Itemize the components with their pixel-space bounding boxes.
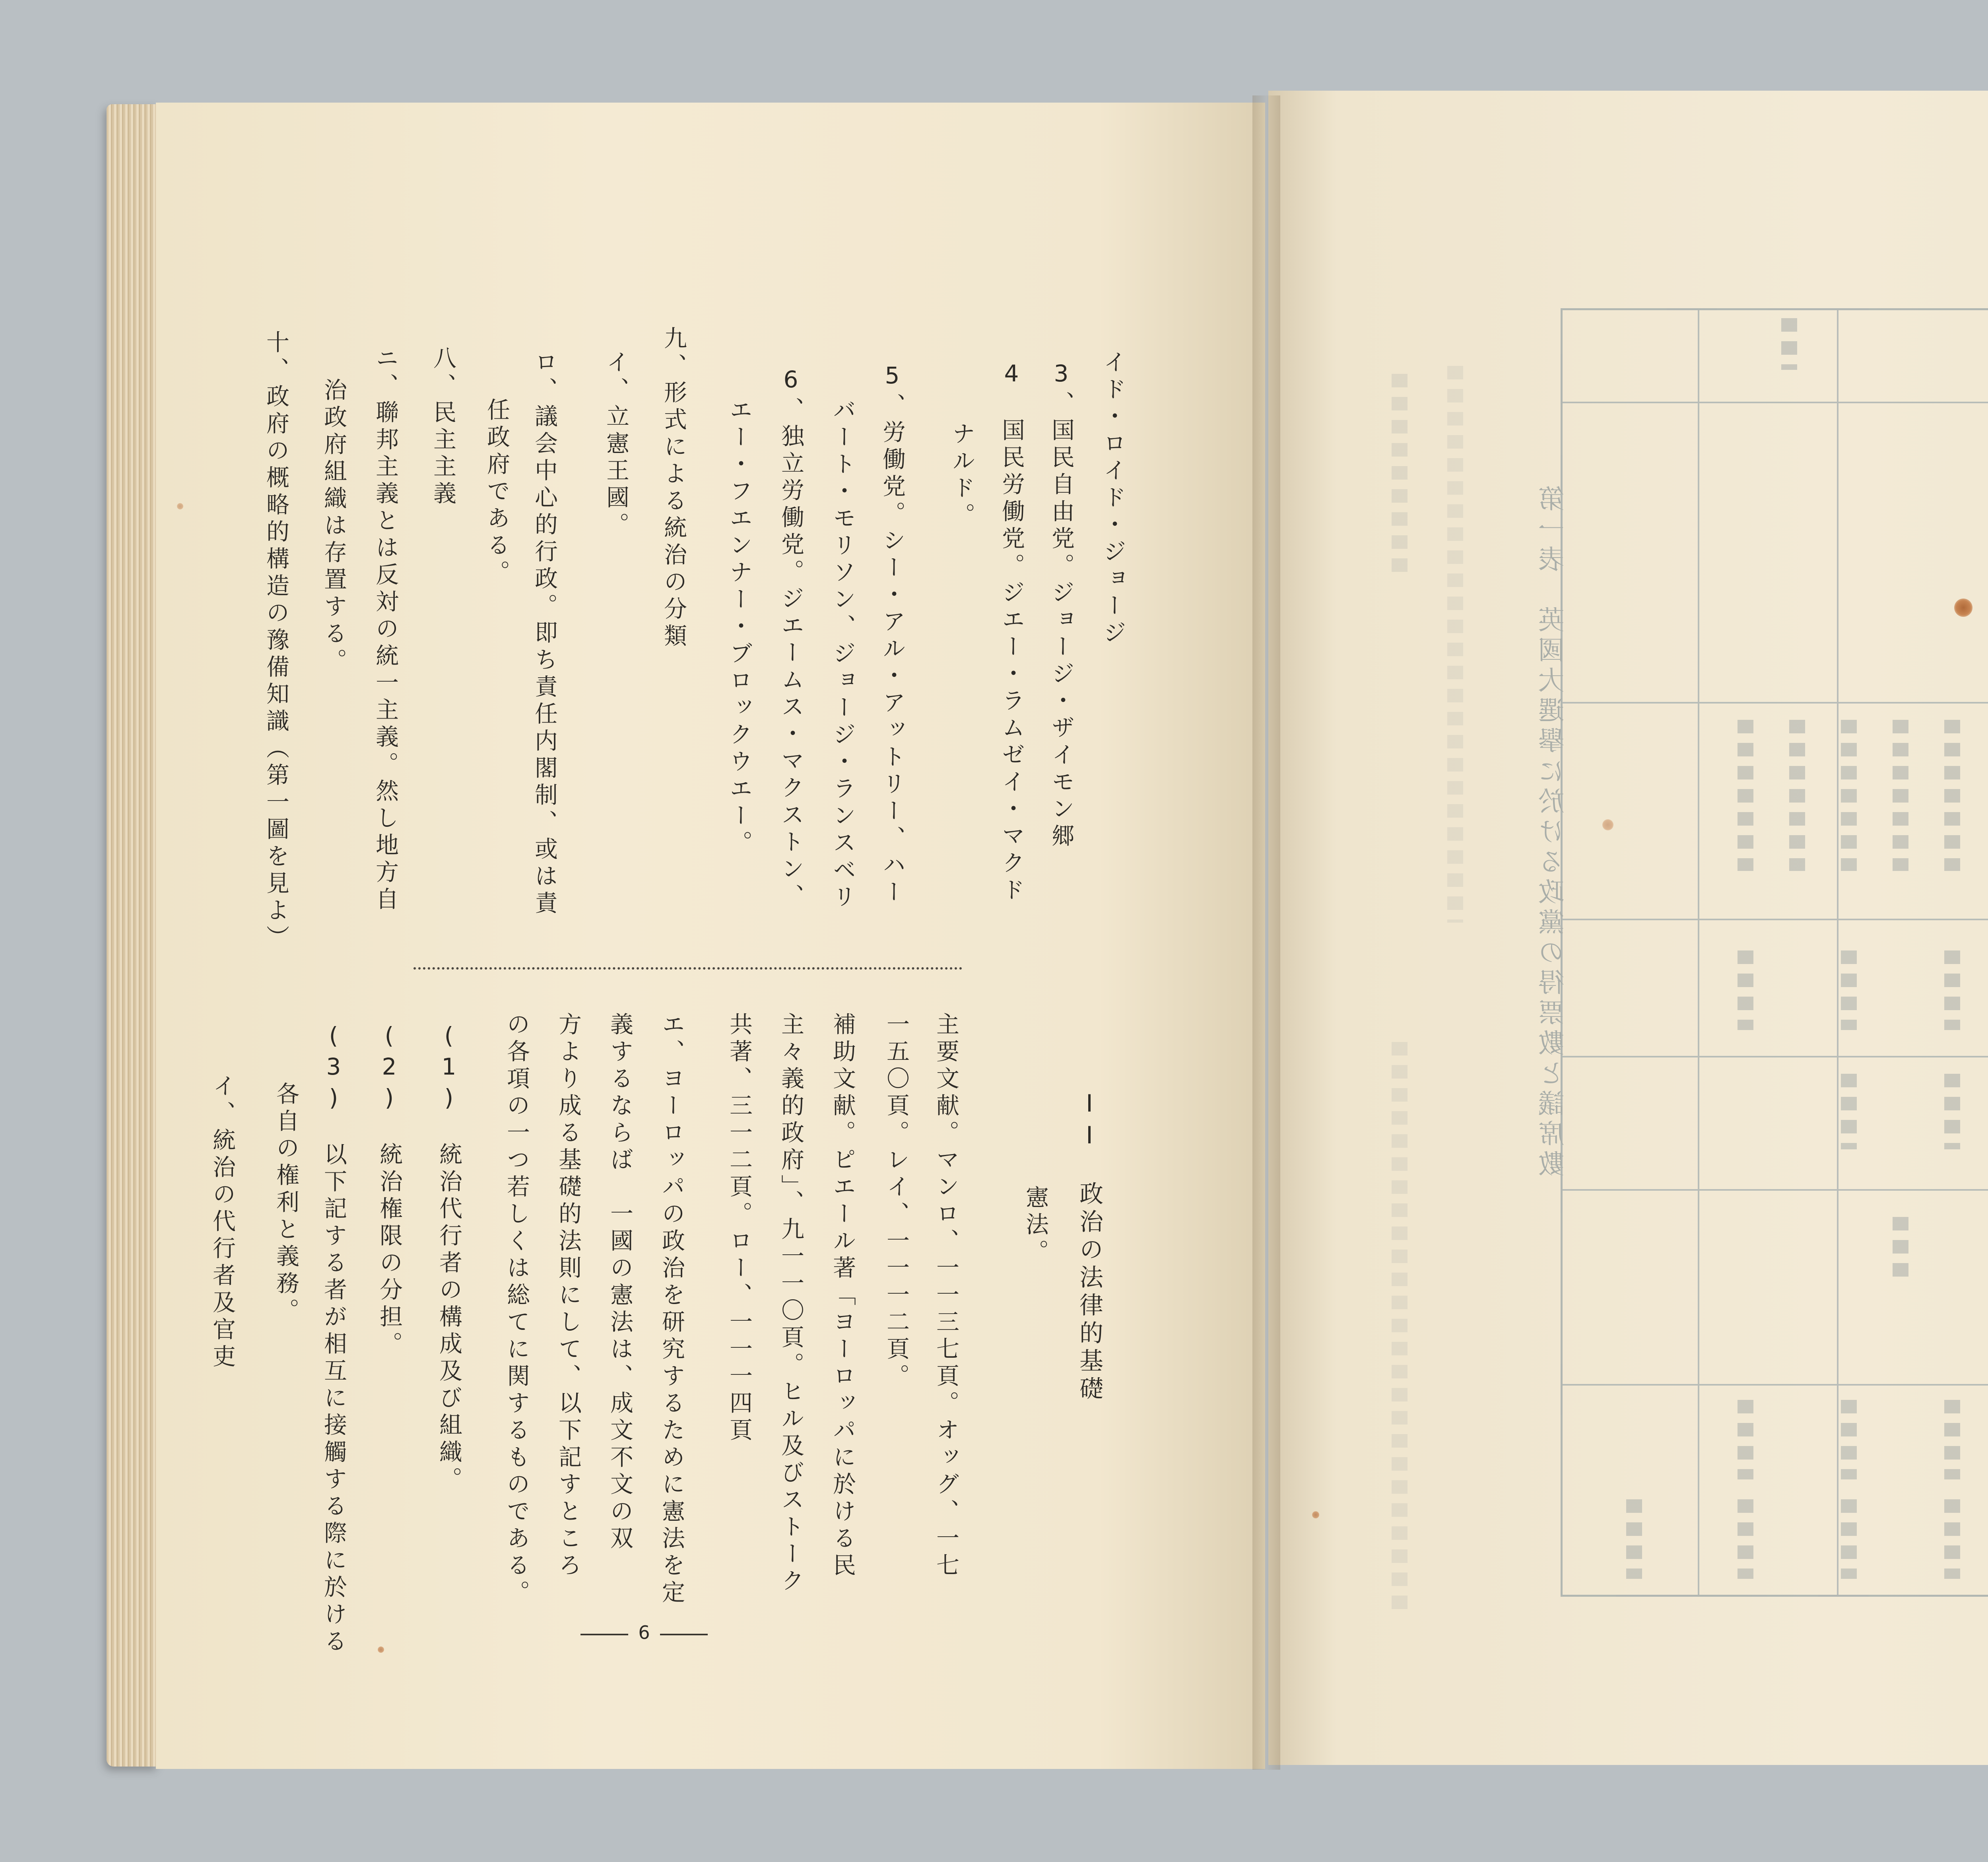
show-through-digits xyxy=(1841,1074,1857,1149)
text-column: エ、ヨーロッパの政治を研究するために憲法を定 xyxy=(658,1012,685,1607)
table-row-line xyxy=(1563,402,1988,403)
show-through-digits xyxy=(1789,720,1805,871)
text-column: (2) 統治権限の分担。 xyxy=(376,1022,403,1359)
table-row-line xyxy=(1563,702,1988,704)
show-through-digits xyxy=(1392,374,1408,581)
table-column-line xyxy=(1837,310,1839,1595)
show-through-digits xyxy=(1392,1042,1408,1619)
text-column: 治政府組織は存置する。 xyxy=(320,378,347,675)
show-through-digits xyxy=(1944,1499,1960,1579)
text-column: ナルド。 xyxy=(948,422,975,530)
text-column: 共著、三一二頁。ロー、一一一四頁 xyxy=(726,1012,753,1445)
text-column: 一五〇頁。レイ、一一一二頁。 xyxy=(883,1012,910,1391)
table-column-line xyxy=(1698,310,1699,1595)
text-column: エー・フエンナー・ブロックウエー。 xyxy=(726,398,753,857)
text-column: イド・ロイド・ジョージ xyxy=(1099,350,1126,647)
show-through-digits xyxy=(1893,1217,1908,1277)
text-column: 補助文献。ピエール著「ヨーロッパに於ける民 xyxy=(829,1012,856,1580)
show-through-digits xyxy=(1841,1499,1857,1579)
text-column: (1) 統治代行者の構成及び組織。 xyxy=(435,1022,462,1494)
show-through-digits xyxy=(1738,1400,1753,1479)
text-column: ロ、議会中心的行政。即ち責任内閣制、或は責 xyxy=(531,350,558,918)
show-through-digits xyxy=(1738,1499,1753,1579)
text-column: 主要文献。マンロ、一一三七頁。オッグ、一七 xyxy=(932,1012,959,1580)
text-column: イ、統治の代行者及官吏 xyxy=(209,1074,236,1371)
table-row-line xyxy=(1563,1189,1988,1191)
table-row-line xyxy=(1563,1056,1988,1057)
show-through-digits xyxy=(1841,950,1857,1030)
paper-stain xyxy=(1954,599,1972,617)
paper-stain xyxy=(177,503,183,509)
show-through-digits xyxy=(1841,1400,1857,1479)
text-column: 各自の権利と義務。 xyxy=(272,1082,299,1325)
text-column: 4 国民労働党。ジエー・ラムゼイ・マクド xyxy=(998,360,1025,905)
table-frame xyxy=(1561,308,1988,1597)
text-column: 6、独立労働党。ジエームス・マクストン、 xyxy=(777,366,804,911)
paper-stain xyxy=(1602,819,1613,830)
page-number-text: 6 xyxy=(638,1622,650,1643)
show-through-digits xyxy=(1738,720,1753,871)
show-through-digits xyxy=(1626,1499,1642,1579)
text-column: バート・モリソン、ジョージ・ランスベリ xyxy=(829,398,856,912)
show-through-digits xyxy=(1944,1400,1960,1479)
text-column: ニ、聯邦主義とは反対の統一主義。然し地方自 xyxy=(372,346,399,914)
text-column: 方より成る基礎的法則にして、以下記すところ xyxy=(555,1012,582,1580)
section-heading: 九、形式による統治の分類 xyxy=(660,326,687,651)
show-through-digits xyxy=(1447,366,1463,923)
table-row-line xyxy=(1563,1384,1988,1386)
show-through-digits xyxy=(1893,720,1908,871)
show-through-title: 第一表 英國大選擧に於ける政黨の得票數と議席數 xyxy=(1538,485,1569,1180)
text-column: の各項の一つ若しくは総てに関するものである。 xyxy=(503,1012,530,1607)
show-through-digits xyxy=(1944,1074,1960,1149)
show-through-digits xyxy=(1738,950,1753,1030)
show-through-digits xyxy=(1944,720,1960,871)
section-heading: 八、民主主義 xyxy=(429,346,456,508)
paper-stain xyxy=(1312,1511,1319,1518)
text-column: 義するならば 一國の憲法は、成文不文の双 xyxy=(606,1012,633,1553)
text-column: イ、立憲王國。 xyxy=(602,350,629,539)
text-column: 5、労働党。シー・アル・アットリー、ハー xyxy=(879,362,906,907)
show-through-digits xyxy=(1944,950,1960,1030)
table-row-line xyxy=(1563,919,1988,920)
chapter-heading: II 政治の法律的基礎 xyxy=(1076,1090,1103,1404)
show-through-digits xyxy=(1841,720,1857,871)
text-column: 任政府である。 xyxy=(483,398,510,587)
section-heading: 十、政府の概略的構造の豫備知識（第一圖を見よ） xyxy=(262,330,289,952)
text-column: 主々義的政府」、九一一〇頁。ヒル及びストーク xyxy=(777,1012,804,1596)
section-heading: 憲法。 xyxy=(1022,1185,1049,1266)
text-column: 3、国民自由党。ジョージ・ザイモン郷 xyxy=(1048,360,1075,851)
paper-stain xyxy=(378,1646,384,1653)
text-column: (3) 以下記する者が相互に接觸する際に於ける xyxy=(320,1022,347,1656)
show-through-digits xyxy=(1781,318,1797,370)
